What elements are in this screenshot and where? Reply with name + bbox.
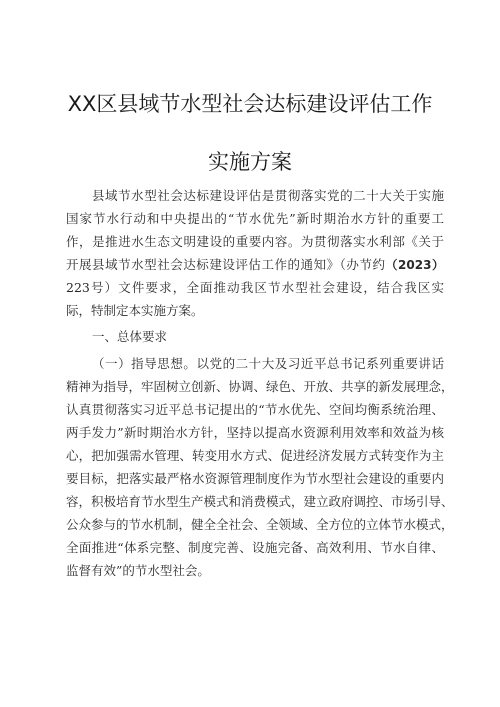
reference-year: （2023） xyxy=(385,258,444,272)
intro-line-1: 县域节水型社会达标建设评估是贯彻落实党的二十大关于实施 xyxy=(92,188,444,203)
subsection-line-6: 要目标，把落实最严格水资源管理制度作为节水型社会建设的重要内 xyxy=(66,471,444,486)
subsection-line-1: （一）指导思想。以党的二十大及习近平总书记系列重要讲话 xyxy=(92,356,444,371)
intro-line-4-text: 开展县域节水型社会达标建设评估工作的通知》（办节约 xyxy=(66,257,386,272)
section-heading: 一、总体要求 xyxy=(92,329,168,344)
subsection-line-10: 监督有效”的节水型社会。 xyxy=(66,563,210,578)
subsection-line-4: 两手发力”新时期治水方针，坚持以提高水资源利用效率和效益为核 xyxy=(66,425,444,440)
intro-line-2: 国家节水行动和中央提出的“节水优先”新时期治水方针的重要工 xyxy=(66,211,444,226)
intro-line-5: 223号）文件要求，全面推动我区节水型社会建设，结合我区实 xyxy=(66,280,444,295)
intro-line-6: 际，特制定本实施方案。 xyxy=(66,303,204,318)
intro-line-4 xyxy=(66,255,444,275)
intro-line-3: 作，是推进水生态文明建设的重要内容。为贯彻落实水利部《关于 xyxy=(66,234,444,249)
subsection-line-8: 公众参与的节水机制，健全全社会、全领域、全方位的立体节水模式， xyxy=(66,517,454,532)
subsection-line-9: 全面推进“体系完整、制度完善、设施完备、高效利用、节水自律、 xyxy=(66,540,444,555)
subsection-line-3: 认真贯彻落实习近平总书记提出的“节水优先、空间均衡系统治理、 xyxy=(66,402,444,417)
subsection-line-2: 精神为指导，牢固树立创新、协调、绿色、开放、共享的新发展理念， xyxy=(66,379,454,394)
document-title: XX区县域节水型社会达标建设评估工作 xyxy=(67,92,433,116)
subsection-line-7: 容，积极培育节水型生产模式和消费模式，建立政府调控、市场引导、 xyxy=(66,494,454,509)
document-subtitle: 实施方案 xyxy=(208,150,292,174)
subsection-line-5: 心，把加强需水管理、转变用水方式、促进经济发展方式转变作为主 xyxy=(66,448,444,463)
